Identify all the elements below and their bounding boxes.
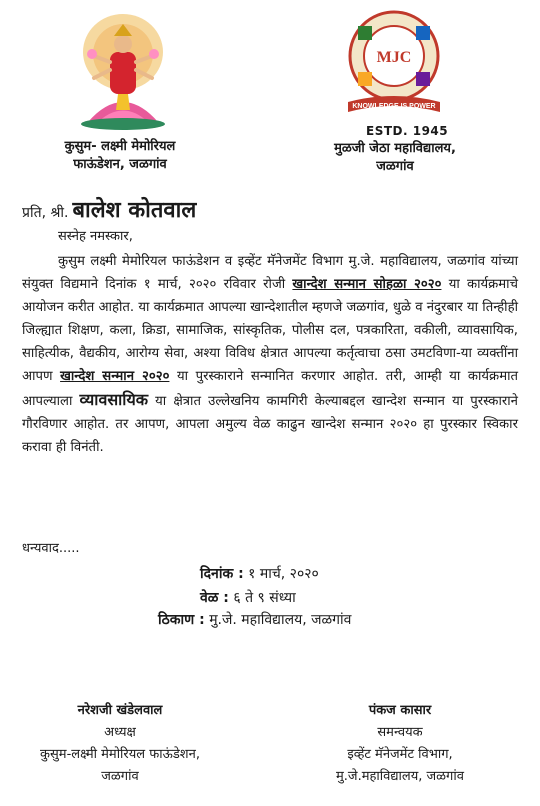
estd-label: ESTD. 1945 bbox=[366, 124, 449, 138]
event-name: खान्देश सन्मान सोहळा २०२० bbox=[292, 277, 442, 292]
signatory-left-name: नरेशजी खंडेलवाल bbox=[77, 703, 163, 718]
signatory-left-role: अध्यक्ष bbox=[104, 725, 136, 740]
recipient-line bbox=[22, 194, 196, 224]
signatory-right-city: मु.जे.महाविद्यालय, जळगांव bbox=[336, 769, 464, 784]
award-name: खान्देश सन्मान २०२० bbox=[60, 369, 170, 384]
time-row bbox=[200, 588, 296, 607]
right-org-line2: जळगांव bbox=[376, 159, 414, 174]
body-part-4: या क्षेत्रात उल्लेखनिय कामगिरी केल्याबद्दल खान्देश सन्मान या पुरस्काराने गौरविणार आहोत. तर आपण, आपला अमुल्य वेळ काढुन खान्देश सन्मान २०२० हा पुरस्कार स्विकार करावा ही विनंती. bbox=[22, 394, 518, 455]
signature-left bbox=[10, 700, 230, 788]
field-name: व्यावसायिक bbox=[79, 390, 149, 409]
college-logo bbox=[340, 6, 448, 124]
signatory-right-name: पंकज कासार bbox=[368, 703, 432, 718]
venue-value: मु.जे. महाविद्यालय, जळगांव bbox=[209, 612, 352, 628]
svg-text:KNOWLEDGE IS POWER: KNOWLEDGE IS POWER bbox=[352, 103, 436, 110]
date-row bbox=[200, 564, 319, 583]
signatory-left-org: कुसुम-लक्ष्मी मेमोरियल फाऊंडेशन, bbox=[40, 747, 200, 762]
right-org-line1: मुळजी जेठा महाविद्यालय, bbox=[334, 141, 456, 156]
thanks-text: धन्यवाद..... bbox=[22, 541, 80, 556]
signature-right bbox=[300, 700, 500, 788]
body-part-2: या कार्यक्रमाचे आयोजन करीत आहोत. या कार्यक्रमात आपल्या खान्देशातील म्हणजे जळगांव, धुळे व नंदुरबार या तिन्हीही जिल्ह्यात शिक्षण, कला, क्रिडा, सामाजिक, सांस्कृतिक, पोलीस दल, पत्रकारिता, वकीली, व्यावसायिक, साहित्यीक, वैद्यकीय, आरोग्य सेवा, अश्या विविध क्षेत्रात आपल्या कर्तृत्वाचा ठसा उमटविणा-या व्यक्तींना आपण bbox=[22, 277, 518, 384]
signatory-left-city: जळगांव bbox=[101, 769, 139, 784]
recipient-prefix: प्रति, श्री. bbox=[22, 205, 69, 221]
svg-text:MJC: MJC bbox=[376, 49, 412, 66]
time-value: ६ ते ९ संध्या bbox=[233, 590, 296, 606]
left-organization bbox=[20, 138, 220, 174]
signatory-right-role: समन्वयक bbox=[377, 725, 423, 740]
date-label: दिनांक : bbox=[200, 566, 244, 582]
right-organization bbox=[290, 140, 500, 176]
body-part-1: कुसुम लक्ष्मी मेमोरियल फाऊंडेशन व इव्हेंट मॅनेजमेंट विभाग मु.जे. महाविद्यालय, जळगांव यांच्या संयुक्त विद्यमाने दिनांक १ मार्च, २०२० रविवार रोजी bbox=[22, 254, 518, 292]
signatory-right-org: इव्हेंट मॅनेजमेंट विभाग, bbox=[347, 747, 453, 762]
venue-row bbox=[158, 610, 351, 629]
date-value: १ मार्च, २०२० bbox=[248, 566, 319, 582]
time-label: वेळ : bbox=[200, 590, 229, 606]
greeting: सस्नेह नमस्कार, bbox=[58, 229, 133, 244]
letter-body bbox=[22, 250, 518, 459]
recipient-name: बालेश कोतवाल bbox=[72, 198, 197, 223]
goddess-lakshmi-image bbox=[68, 12, 178, 132]
left-org-line2: फाऊंडेशन, जळगांव bbox=[73, 157, 167, 172]
left-org-line1: कुसुम- लक्ष्मी मेमोरियल bbox=[64, 139, 176, 154]
venue-label: ठिकाण : bbox=[158, 612, 205, 628]
body-part-3: या पुरस्काराने सन्मानित करणार आहोत. तरी, आम्ही या कार्यक्रमात आपल्याला bbox=[22, 369, 519, 409]
